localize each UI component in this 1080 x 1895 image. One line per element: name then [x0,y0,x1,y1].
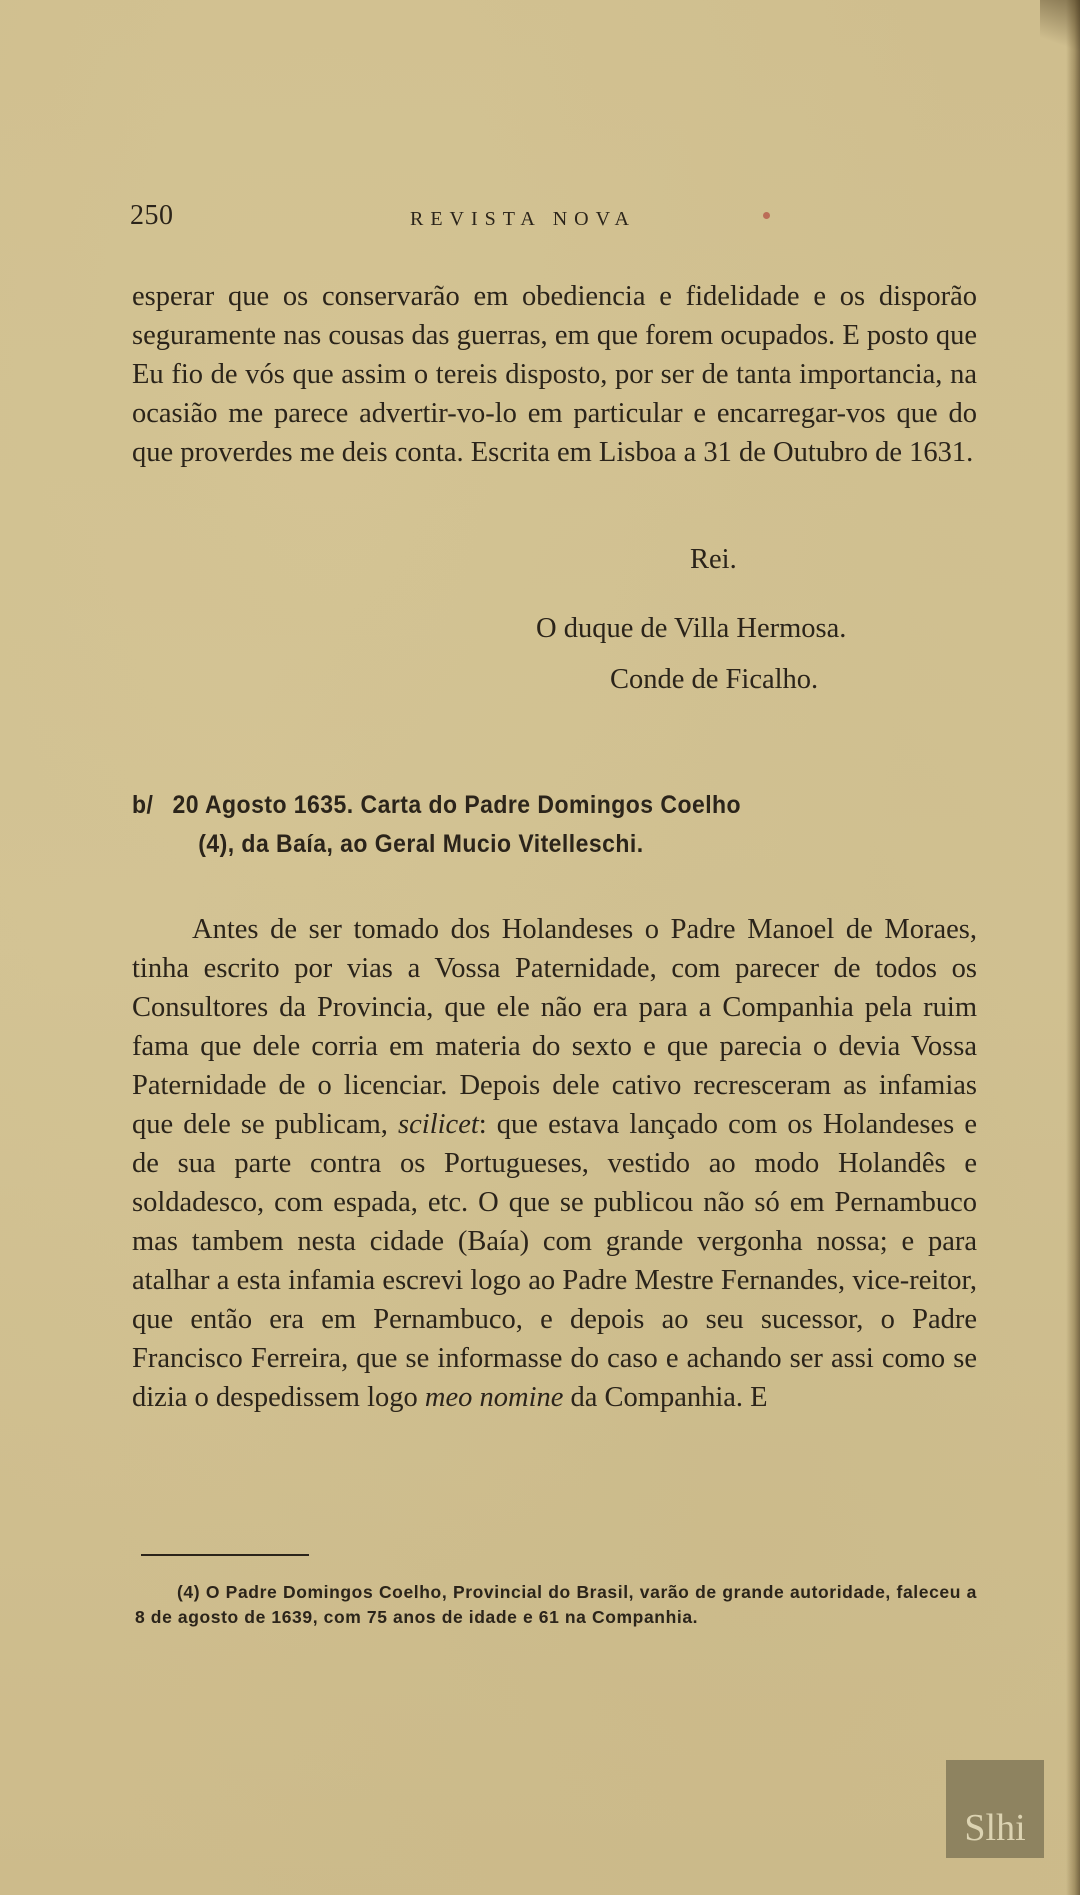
section-heading-line-1 [132,786,909,825]
footnote-4: (4) O Padre Domingos Coelho, Provincial do Brasil, varão de grande autoridade, faleceu a 8 de agosto de 1639, com 75 anos de idade e 61 na Companhia. [135,1582,977,1627]
page-header [130,200,970,240]
text-segment: Antes de ser tomado dos Holandeses o Padre Manoel de Moraes, tinha escrito por vias a Vossa Paternidade, com parecer de todos os Consultores da Provincia, que ele não era para a Companhia pela ruim fama que dele corria em materia do sexto e que parecia o devia Vossa Paternidade de o licenciar. Depois dele cativo recresceram as infamias que dele se publicam, [132,914,977,1140]
italic-term-meo-nomine: meo nomine [424,1382,564,1413]
page-corner-shadow [1040,0,1080,60]
library-logo-icon [946,1760,1044,1858]
section-heading-line-2 [132,825,909,864]
page-edge-shadow [1066,0,1080,1895]
heading-line-1-text: 20 Agosto 1635. Carta do Padre Domingos Coelho [172,791,742,819]
signature-rei: Rei. [690,544,737,575]
italic-term-scilicet: scilicet [398,1109,479,1140]
footnote-divider [141,1554,309,1556]
watermark-text: Slhi [964,1807,1026,1849]
section-b-text [132,910,977,1417]
letter-a-text: esperar que os conservarão em obediencia e fidelidade e os disporão seguramente nas cousas das guerras, em que forem ocupados. E posto que Eu fio de vós que assim o tereis disposto, por ser de tanta importancia, na ocasião me parece advertir-vo-lo em particular e encarregar-vos que do que proverdes me deis conta. Escrita em Lisboa a 31 de Outubro de 1631. [132,281,977,468]
page-number: 250 [130,200,174,231]
signature-duque: O duque de Villa Hermosa. [536,613,847,644]
heading-line-2-text: (4), da Baía, ao Geral Mucio Vitelleschi. [198,830,644,858]
signature-conde: Conde de Ficalho. [610,664,819,695]
section-marker: b/ [132,791,154,819]
ink-spot [763,212,770,219]
letter-a-paragraph [132,277,977,472]
running-title: REVISTA NOVA [410,208,636,230]
section-b-heading [132,786,909,864]
text-segment: da Companhia. E [563,1382,768,1413]
section-b-paragraph [132,910,977,1417]
text-segment: : que estava lançado com os Holandeses e de sua parte contra os Portugueses, vestido ao modo Holandês e soldadesco, com espada, etc. O que se publicou não só em Pernambuco mas tambem nesta cidade (Baía) com grande vergonha nossa; e para atalhar a esta infamia escrevi logo ao Padre Mestre Fernandes, vice-reitor, que então era em Pernambuco, e depois ao seu sucessor, o Padre Francisco Ferreira, que se informasse do caso e achando ser assi como se dizia o despedissem logo [132,1109,977,1413]
